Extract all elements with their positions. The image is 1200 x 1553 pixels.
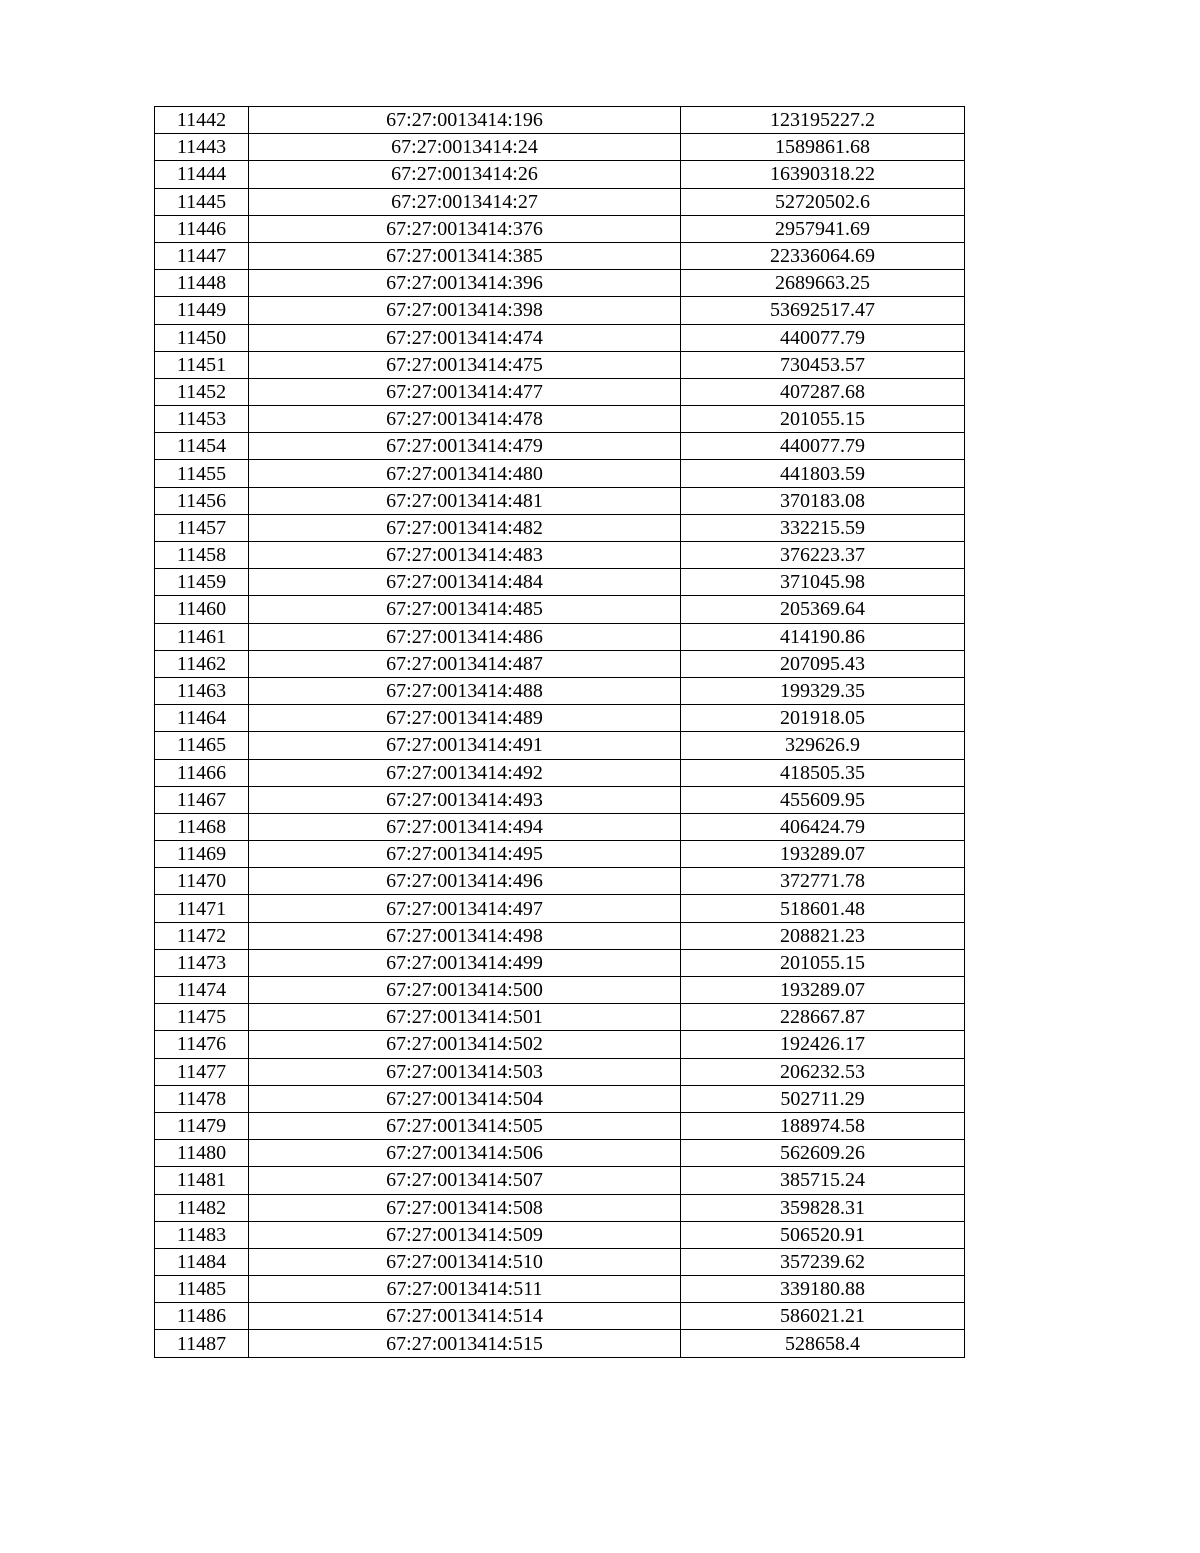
value-cell: 52720502.6 bbox=[681, 188, 965, 215]
value-cell: 192426.17 bbox=[681, 1031, 965, 1058]
cadastral-number-cell: 67:27:0013414:483 bbox=[249, 542, 681, 569]
row-number-cell: 11484 bbox=[155, 1248, 249, 1275]
value-cell: 123195227.2 bbox=[681, 107, 965, 134]
value-cell: 201055.15 bbox=[681, 406, 965, 433]
row-number-cell: 11479 bbox=[155, 1112, 249, 1139]
value-cell: 406424.79 bbox=[681, 813, 965, 840]
table-row bbox=[155, 406, 965, 433]
table-row bbox=[155, 732, 965, 759]
row-number-cell: 11461 bbox=[155, 623, 249, 650]
cadastral-number-cell: 67:27:0013414:481 bbox=[249, 487, 681, 514]
row-number-cell: 11446 bbox=[155, 215, 249, 242]
cadastral-number-cell: 67:27:0013414:498 bbox=[249, 922, 681, 949]
value-cell: 201055.15 bbox=[681, 949, 965, 976]
value-cell: 385715.24 bbox=[681, 1167, 965, 1194]
value-cell: 502711.29 bbox=[681, 1085, 965, 1112]
cadastral-number-cell: 67:27:0013414:485 bbox=[249, 596, 681, 623]
value-cell: 329626.9 bbox=[681, 732, 965, 759]
value-cell: 370183.08 bbox=[681, 487, 965, 514]
row-number-cell: 11472 bbox=[155, 922, 249, 949]
cadastral-number-cell: 67:27:0013414:509 bbox=[249, 1221, 681, 1248]
value-cell: 518601.48 bbox=[681, 895, 965, 922]
row-number-cell: 11482 bbox=[155, 1194, 249, 1221]
row-number-cell: 11443 bbox=[155, 134, 249, 161]
cadastral-number-cell: 67:27:0013414:489 bbox=[249, 705, 681, 732]
cadastral-number-cell: 67:27:0013414:493 bbox=[249, 786, 681, 813]
cadastral-number-cell: 67:27:0013414:474 bbox=[249, 324, 681, 351]
value-cell: 371045.98 bbox=[681, 569, 965, 596]
table-row bbox=[155, 460, 965, 487]
value-cell: 193289.07 bbox=[681, 841, 965, 868]
cadastral-number-cell: 67:27:0013414:491 bbox=[249, 732, 681, 759]
value-cell: 22336064.69 bbox=[681, 242, 965, 269]
value-cell: 193289.07 bbox=[681, 977, 965, 1004]
cadastral-number-cell: 67:27:0013414:26 bbox=[249, 161, 681, 188]
table-row bbox=[155, 949, 965, 976]
cadastral-number-cell: 67:27:0013414:510 bbox=[249, 1248, 681, 1275]
row-number-cell: 11447 bbox=[155, 242, 249, 269]
row-number-cell: 11486 bbox=[155, 1303, 249, 1330]
cadastral-number-cell: 67:27:0013414:499 bbox=[249, 949, 681, 976]
cadastral-number-cell: 67:27:0013414:507 bbox=[249, 1167, 681, 1194]
value-cell: 16390318.22 bbox=[681, 161, 965, 188]
cadastral-number-cell: 67:27:0013414:504 bbox=[249, 1085, 681, 1112]
row-number-cell: 11470 bbox=[155, 868, 249, 895]
table-row bbox=[155, 759, 965, 786]
row-number-cell: 11452 bbox=[155, 378, 249, 405]
cadastral-number-cell: 67:27:0013414:496 bbox=[249, 868, 681, 895]
table-row bbox=[155, 813, 965, 840]
table-row bbox=[155, 922, 965, 949]
table-row bbox=[155, 215, 965, 242]
row-number-cell: 11465 bbox=[155, 732, 249, 759]
table-row bbox=[155, 1058, 965, 1085]
table-row bbox=[155, 1221, 965, 1248]
row-number-cell: 11442 bbox=[155, 107, 249, 134]
table-row bbox=[155, 1303, 965, 1330]
value-cell: 201918.05 bbox=[681, 705, 965, 732]
table-row bbox=[155, 895, 965, 922]
table-row bbox=[155, 378, 965, 405]
cadastral-number-cell: 67:27:0013414:500 bbox=[249, 977, 681, 1004]
value-cell: 586021.21 bbox=[681, 1303, 965, 1330]
cadastral-number-cell: 67:27:0013414:475 bbox=[249, 351, 681, 378]
cadastral-number-cell: 67:27:0013414:505 bbox=[249, 1112, 681, 1139]
row-number-cell: 11471 bbox=[155, 895, 249, 922]
value-cell: 199329.35 bbox=[681, 677, 965, 704]
value-cell: 207095.43 bbox=[681, 650, 965, 677]
row-number-cell: 11453 bbox=[155, 406, 249, 433]
table-row bbox=[155, 1085, 965, 1112]
cadastral-number-cell: 67:27:0013414:506 bbox=[249, 1140, 681, 1167]
cadastral-number-cell: 67:27:0013414:494 bbox=[249, 813, 681, 840]
row-number-cell: 11478 bbox=[155, 1085, 249, 1112]
table-row bbox=[155, 351, 965, 378]
cadastral-number-cell: 67:27:0013414:487 bbox=[249, 650, 681, 677]
row-number-cell: 11467 bbox=[155, 786, 249, 813]
row-number-cell: 11448 bbox=[155, 270, 249, 297]
cadastral-number-cell: 67:27:0013414:486 bbox=[249, 623, 681, 650]
value-cell: 1589861.68 bbox=[681, 134, 965, 161]
table-row bbox=[155, 786, 965, 813]
row-number-cell: 11485 bbox=[155, 1276, 249, 1303]
row-number-cell: 11481 bbox=[155, 1167, 249, 1194]
table-row bbox=[155, 1330, 965, 1357]
table-row bbox=[155, 1004, 965, 1031]
row-number-cell: 11476 bbox=[155, 1031, 249, 1058]
value-cell: 414190.86 bbox=[681, 623, 965, 650]
table-row bbox=[155, 514, 965, 541]
cadastral-number-cell: 67:27:0013414:502 bbox=[249, 1031, 681, 1058]
cadastral-number-cell: 67:27:0013414:497 bbox=[249, 895, 681, 922]
value-cell: 376223.37 bbox=[681, 542, 965, 569]
table-row bbox=[155, 1031, 965, 1058]
table-row bbox=[155, 705, 965, 732]
value-cell: 455609.95 bbox=[681, 786, 965, 813]
value-cell: 357239.62 bbox=[681, 1248, 965, 1275]
cadastral-number-cell: 67:27:0013414:495 bbox=[249, 841, 681, 868]
cadastral-number-cell: 67:27:0013414:511 bbox=[249, 1276, 681, 1303]
row-number-cell: 11464 bbox=[155, 705, 249, 732]
table-row bbox=[155, 841, 965, 868]
table-row bbox=[155, 297, 965, 324]
row-number-cell: 11487 bbox=[155, 1330, 249, 1357]
table-row bbox=[155, 1112, 965, 1139]
cadastral-number-cell: 67:27:0013414:27 bbox=[249, 188, 681, 215]
table-row bbox=[155, 1140, 965, 1167]
table-row bbox=[155, 623, 965, 650]
table-row bbox=[155, 242, 965, 269]
row-number-cell: 11474 bbox=[155, 977, 249, 1004]
value-cell: 228667.87 bbox=[681, 1004, 965, 1031]
value-cell: 208821.23 bbox=[681, 922, 965, 949]
cadastral-number-cell: 67:27:0013414:492 bbox=[249, 759, 681, 786]
row-number-cell: 11450 bbox=[155, 324, 249, 351]
row-number-cell: 11463 bbox=[155, 677, 249, 704]
row-number-cell: 11449 bbox=[155, 297, 249, 324]
table-row bbox=[155, 107, 965, 134]
value-cell: 339180.88 bbox=[681, 1276, 965, 1303]
table-row bbox=[155, 677, 965, 704]
table-row bbox=[155, 977, 965, 1004]
table-row bbox=[155, 487, 965, 514]
row-number-cell: 11459 bbox=[155, 569, 249, 596]
row-number-cell: 11458 bbox=[155, 542, 249, 569]
cadastral-number-cell: 67:27:0013414:501 bbox=[249, 1004, 681, 1031]
table-row bbox=[155, 868, 965, 895]
value-cell: 407287.68 bbox=[681, 378, 965, 405]
table-row bbox=[155, 596, 965, 623]
row-number-cell: 11469 bbox=[155, 841, 249, 868]
row-number-cell: 11480 bbox=[155, 1140, 249, 1167]
table-row bbox=[155, 569, 965, 596]
row-number-cell: 11460 bbox=[155, 596, 249, 623]
value-cell: 440077.79 bbox=[681, 433, 965, 460]
value-cell: 506520.91 bbox=[681, 1221, 965, 1248]
row-number-cell: 11462 bbox=[155, 650, 249, 677]
value-cell: 205369.64 bbox=[681, 596, 965, 623]
cadastral-number-cell: 67:27:0013414:503 bbox=[249, 1058, 681, 1085]
row-number-cell: 11466 bbox=[155, 759, 249, 786]
cadastre-table bbox=[154, 106, 965, 1358]
value-cell: 730453.57 bbox=[681, 351, 965, 378]
cadastral-number-cell: 67:27:0013414:398 bbox=[249, 297, 681, 324]
row-number-cell: 11468 bbox=[155, 813, 249, 840]
table-row bbox=[155, 650, 965, 677]
table-row bbox=[155, 1248, 965, 1275]
value-cell: 2957941.69 bbox=[681, 215, 965, 242]
table-body bbox=[155, 107, 965, 1358]
value-cell: 528658.4 bbox=[681, 1330, 965, 1357]
value-cell: 53692517.47 bbox=[681, 297, 965, 324]
cadastral-number-cell: 67:27:0013414:480 bbox=[249, 460, 681, 487]
table-row bbox=[155, 1276, 965, 1303]
value-cell: 332215.59 bbox=[681, 514, 965, 541]
row-number-cell: 11454 bbox=[155, 433, 249, 460]
cadastral-number-cell: 67:27:0013414:508 bbox=[249, 1194, 681, 1221]
row-number-cell: 11477 bbox=[155, 1058, 249, 1085]
value-cell: 441803.59 bbox=[681, 460, 965, 487]
table-row bbox=[155, 1167, 965, 1194]
row-number-cell: 11475 bbox=[155, 1004, 249, 1031]
table-row bbox=[155, 134, 965, 161]
value-cell: 562609.26 bbox=[681, 1140, 965, 1167]
row-number-cell: 11483 bbox=[155, 1221, 249, 1248]
cadastral-number-cell: 67:27:0013414:396 bbox=[249, 270, 681, 297]
value-cell: 188974.58 bbox=[681, 1112, 965, 1139]
value-cell: 2689663.25 bbox=[681, 270, 965, 297]
cadastral-number-cell: 67:27:0013414:376 bbox=[249, 215, 681, 242]
value-cell: 206232.53 bbox=[681, 1058, 965, 1085]
table-row bbox=[155, 433, 965, 460]
cadastral-number-cell: 67:27:0013414:479 bbox=[249, 433, 681, 460]
cadastral-number-cell: 67:27:0013414:515 bbox=[249, 1330, 681, 1357]
cadastral-number-cell: 67:27:0013414:484 bbox=[249, 569, 681, 596]
row-number-cell: 11451 bbox=[155, 351, 249, 378]
cadastral-number-cell: 67:27:0013414:488 bbox=[249, 677, 681, 704]
row-number-cell: 11445 bbox=[155, 188, 249, 215]
row-number-cell: 11457 bbox=[155, 514, 249, 541]
cadastral-number-cell: 67:27:0013414:477 bbox=[249, 378, 681, 405]
table-row bbox=[155, 188, 965, 215]
cadastral-number-cell: 67:27:0013414:478 bbox=[249, 406, 681, 433]
value-cell: 418505.35 bbox=[681, 759, 965, 786]
table-row bbox=[155, 270, 965, 297]
cadastral-number-cell: 67:27:0013414:196 bbox=[249, 107, 681, 134]
cadastral-number-cell: 67:27:0013414:385 bbox=[249, 242, 681, 269]
value-cell: 440077.79 bbox=[681, 324, 965, 351]
value-cell: 359828.31 bbox=[681, 1194, 965, 1221]
row-number-cell: 11455 bbox=[155, 460, 249, 487]
row-number-cell: 11456 bbox=[155, 487, 249, 514]
value-cell: 372771.78 bbox=[681, 868, 965, 895]
row-number-cell: 11444 bbox=[155, 161, 249, 188]
cadastral-number-cell: 67:27:0013414:514 bbox=[249, 1303, 681, 1330]
cadastral-number-cell: 67:27:0013414:482 bbox=[249, 514, 681, 541]
table-row bbox=[155, 161, 965, 188]
table-row bbox=[155, 542, 965, 569]
table-row bbox=[155, 324, 965, 351]
table-row bbox=[155, 1194, 965, 1221]
cadastral-number-cell: 67:27:0013414:24 bbox=[249, 134, 681, 161]
row-number-cell: 11473 bbox=[155, 949, 249, 976]
